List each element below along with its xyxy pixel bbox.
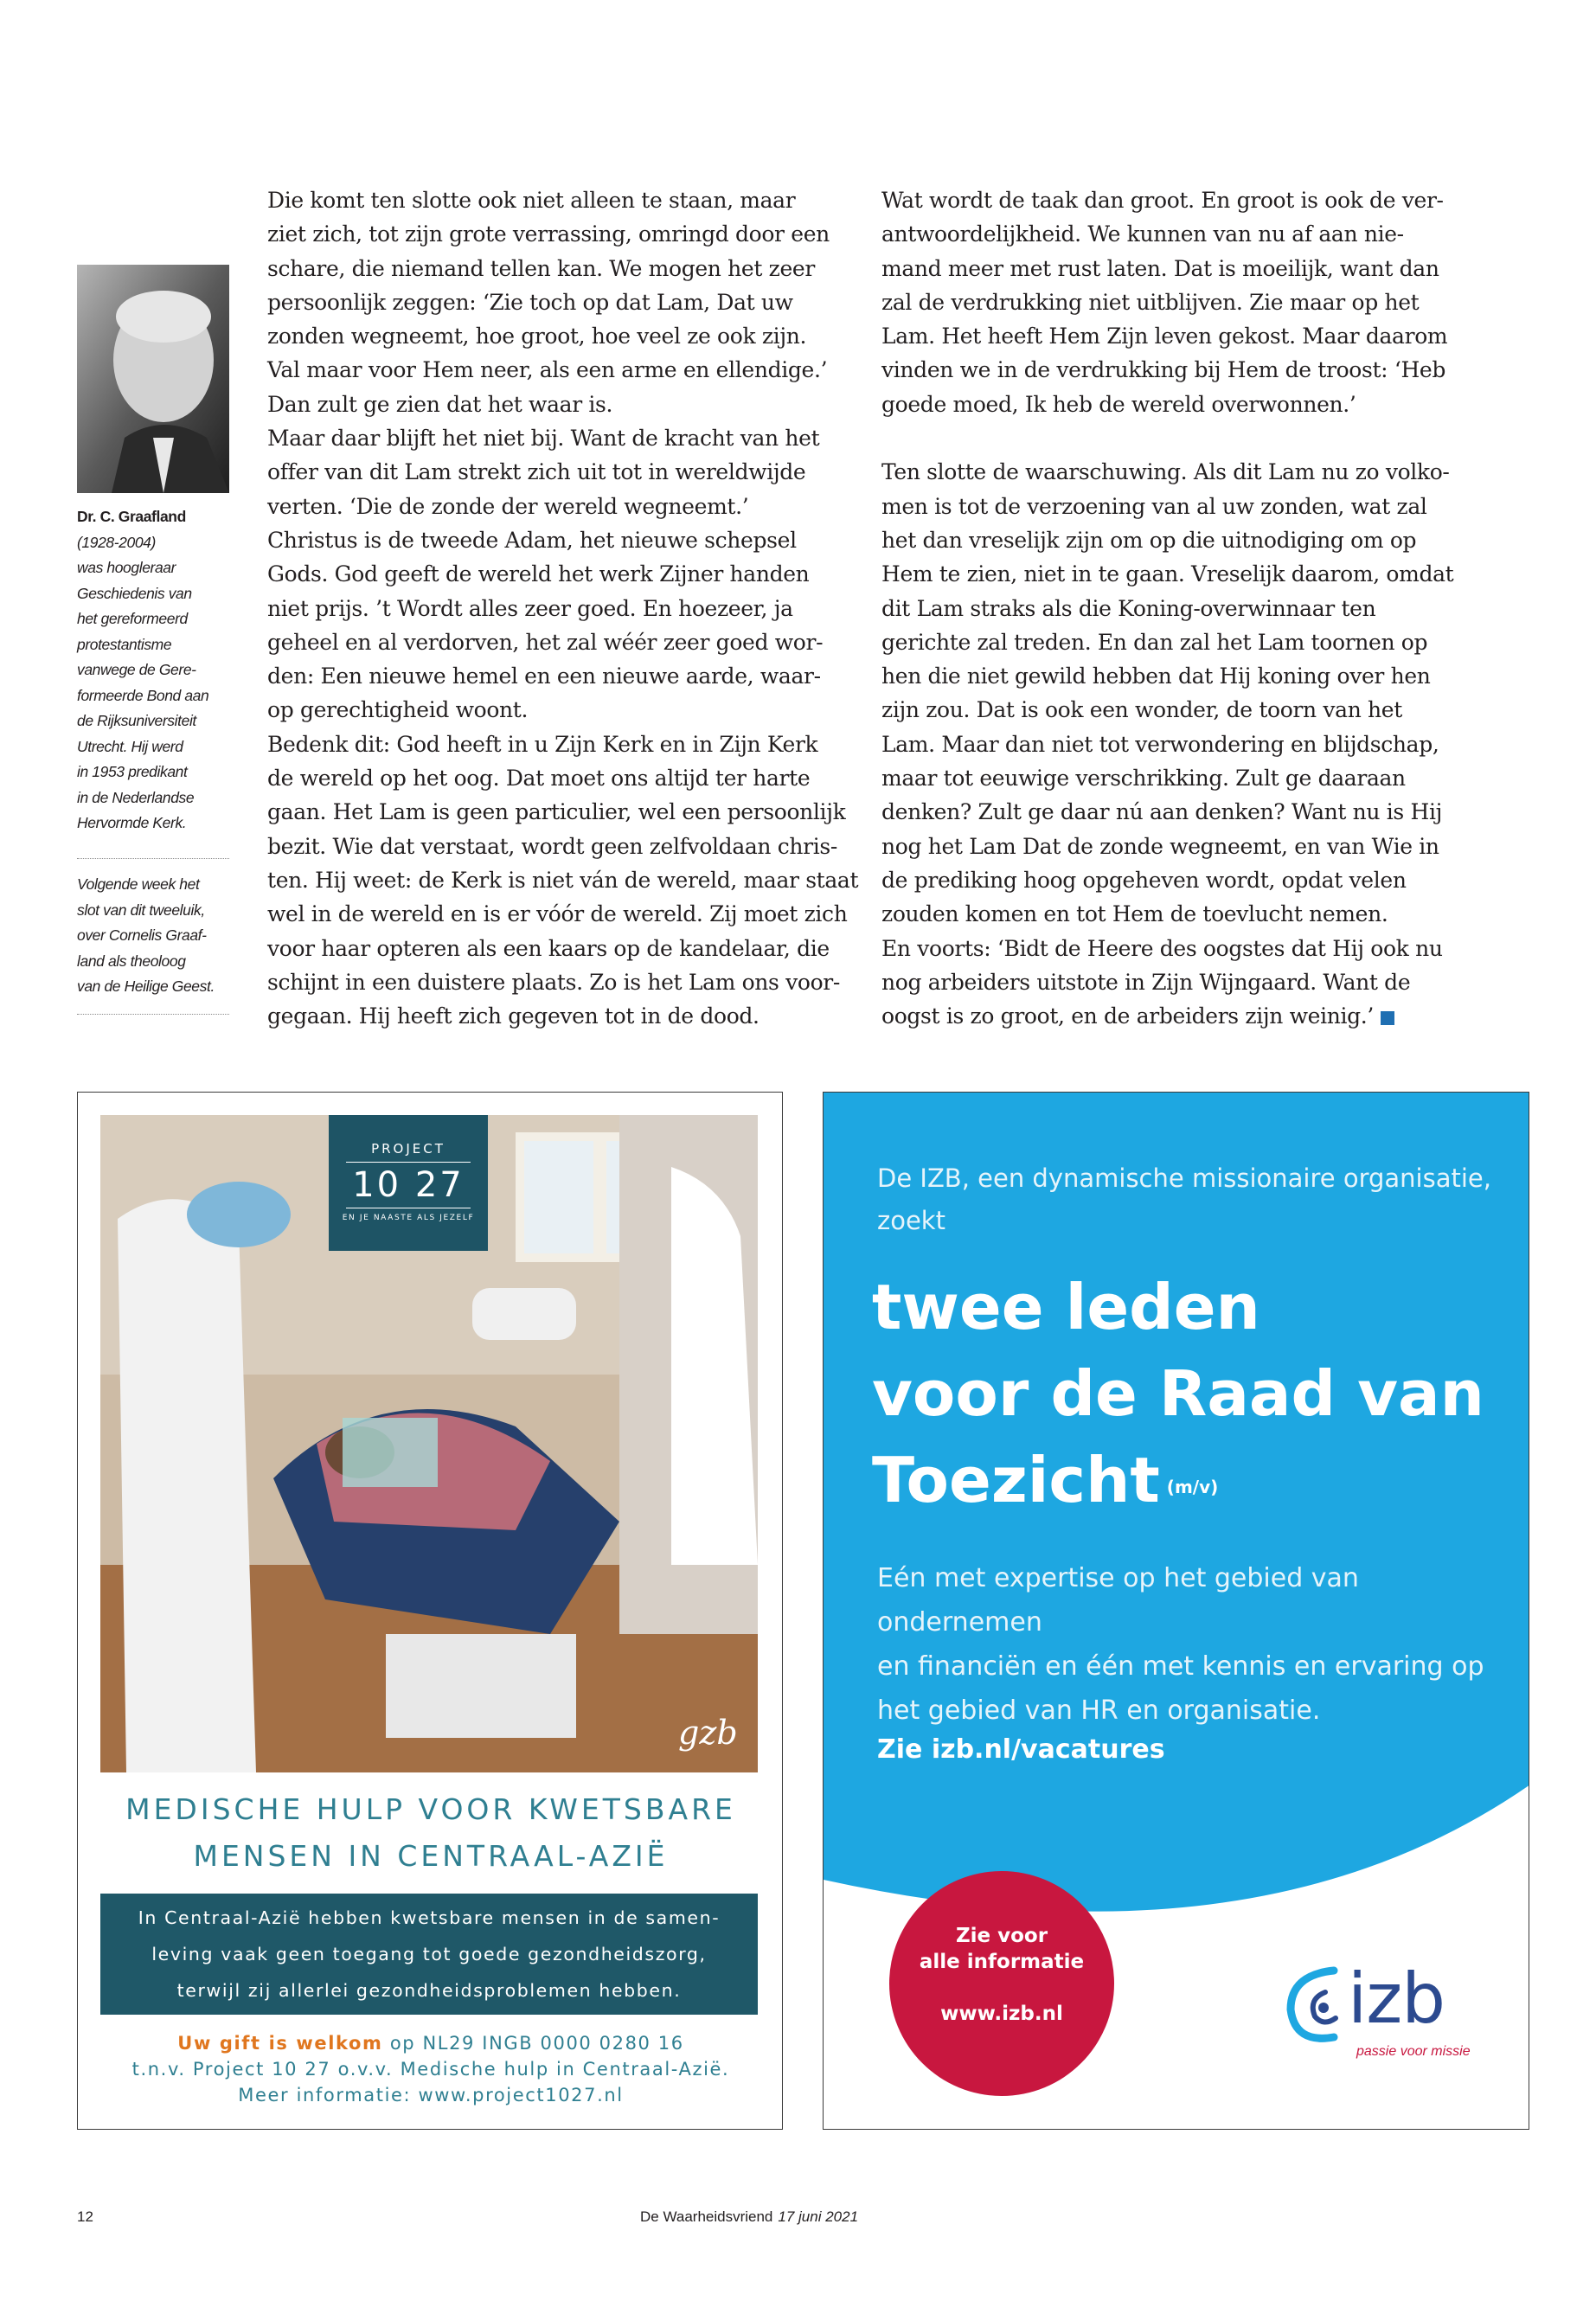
article-line: Wat wordt de taak dan groot. En groot is ook de ver- [881, 188, 1444, 213]
article-line: den: Een nieuwe hemel en een nieuwe aarde, waar- [267, 663, 821, 689]
caption-line: Utrecht. Hij werd [77, 737, 183, 755]
caption-line: was hoogleraar [77, 559, 176, 576]
author-caption [77, 504, 229, 836]
article-line: bezit. Wie dat verstaat, wordt geen zelfvoldaan chris- [267, 833, 838, 859]
article-line: Maar daar blijft het niet bij. Want de kracht van het [267, 426, 820, 452]
article-line: de wereld op het oog. Dat moet ons altijd ter harte [267, 766, 811, 792]
article-line: Bedenk dit: God heeft in u Zijn Kerk en in Zijn Kerk [267, 731, 818, 757]
project-label: PROJECT [371, 1141, 445, 1157]
article-line: ziet zich, tot zijn grote verrassing, omringd door een [267, 221, 830, 247]
note-line: slot van dit tweeluik, [77, 901, 205, 919]
article-line: de prediking hoog opgeheven wordt, opdat velen [881, 867, 1407, 893]
ad-headline-line: MEDISCHE HULP VOOR KWETSBARE [125, 1792, 736, 1826]
caption-line: vanwege de Gere- [77, 661, 196, 678]
headline-line: twee leden [872, 1271, 1260, 1343]
article-line: Ten slotte de waarschuwing. Als dit Lam nu zo volko- [881, 459, 1450, 485]
article-line: zijn zou. Dat is ook een wonder, de toorn van het [881, 697, 1402, 723]
info-circle[interactable] [889, 1871, 1114, 2096]
publication-date: 17 juni 2021 [778, 2208, 859, 2225]
desc-line: en financiën en één met kennis en ervaring op [877, 1651, 1484, 1682]
article-column-1 [267, 183, 859, 1033]
desc-line: Eén met expertise op het gebied van ondernemen [877, 1563, 1359, 1638]
circle-line: alle informatie [919, 1951, 1085, 1973]
divider [77, 858, 229, 859]
article-line: voor haar opteren als een kaars op de kandelaar, die [267, 935, 830, 961]
article-line: Lam. Maar dan niet tot verwondering en blijdschap, [881, 731, 1439, 757]
intro-line: De IZB, een dynamische missionaire organisatie, [877, 1163, 1491, 1193]
izb-swirl-icon [1273, 1958, 1351, 2053]
vacancy-link[interactable]: Zie izb.nl/vacatures [877, 1734, 1165, 1765]
izb-headline [872, 1264, 1512, 1523]
circle-line: Zie voor [955, 1925, 1048, 1947]
desc-line: het gebied van HR en organisatie. [877, 1695, 1321, 1726]
izb-vacancy-advertisement [823, 1092, 1529, 2130]
caption-line: Hervormde Kerk. [77, 814, 187, 831]
article-line: verten. ‘Die de zonde der wereld wegneemt.’ [267, 493, 749, 519]
article-line: En voorts: ‘Bidt de Heere des oogstes dat Hij ook nu [881, 935, 1443, 961]
caption-line: de Rijksuniversiteit [77, 712, 196, 729]
article-line: schare, die niemand tellen kan. We mogen het zeer [267, 255, 815, 281]
article-line: zal de verdrukking niet uitblijven. Zie maar op het [881, 289, 1420, 315]
caption-line: Geschiedenis van [77, 584, 192, 602]
project-number: 10 27 [346, 1162, 471, 1208]
article-line: men is tot de verzoening van al uw zonden, wat zal [881, 493, 1427, 519]
author-portrait [77, 265, 229, 493]
article-line: gaan. Het Lam is geen particulier, wel een persoonlijk [267, 799, 846, 825]
article-line: wel in de wereld en is er vóór de wereld. Zij moet zich [267, 901, 848, 927]
headline-line: voor de Raad van [872, 1357, 1484, 1430]
band-line: leving vaak geen toegang tot goede gezondheidszorg, [151, 1944, 707, 1965]
publication-name: De Waarheidsvriend [640, 2208, 773, 2225]
article-line: schijnt in een duistere plaats. Zo is het Lam ons voor- [267, 969, 840, 995]
article-column-2 [881, 183, 1487, 1033]
project-1027-logo-box [329, 1115, 488, 1251]
article-line [881, 421, 1487, 455]
article-end-mark [1381, 1011, 1394, 1025]
donation-website[interactable]: Meer informatie: www.project1027.nl [238, 2085, 624, 2106]
article-line: vinden we in de verdrukking bij Hem de troost: ‘Heb [881, 357, 1445, 383]
caption-line: in de Nederlandse [77, 788, 195, 806]
caption-line: protestantisme [77, 635, 172, 653]
headline-line: Toezicht [872, 1444, 1160, 1516]
publication-footer [640, 2208, 858, 2226]
article-line: geheel en al verdorven, het zal wéér zeer goed wor- [267, 629, 824, 655]
article-line: antwoordelijkheid. We kunnen van nu af aan nie- [881, 221, 1404, 247]
article-line: Hem te zien, niet in te gaan. Vreselijk daarom, omdat [881, 561, 1454, 587]
article-line: Val maar voor Hem neer, als een arme en ellendige.’ [267, 357, 828, 383]
caption-name: Dr. C. Graafland [77, 508, 186, 525]
article-line: offer van dit Lam strekt zich uit tot in wereldwijde [267, 459, 806, 485]
donation-line: t.n.v. Project 10 27 o.v.v. Medische hulp in Centraal-Azië. [131, 2059, 730, 2080]
circle-url[interactable]: www.izb.nl [940, 2003, 1063, 2025]
article-line: persoonlijk zeggen: ‘Zie toch op dat Lam, Dat uw [267, 289, 793, 315]
divider [77, 1014, 229, 1015]
caption-line: het gereformeerd [77, 610, 188, 627]
article-line: Die komt ten slotte ook niet alleen te staan, maar [267, 188, 796, 213]
headline-suffix: (m/v) [1166, 1477, 1219, 1497]
gift-account: op NL29 INGB 0000 0280 16 [382, 2033, 684, 2054]
izb-logo: izb [1348, 1958, 1445, 2039]
project-1027-advertisement [77, 1092, 783, 2130]
article-line: hen die niet gewild hebben dat Hij koning over hen [881, 663, 1431, 689]
article-line: zonden wegneemt, hoe groot, hoe veel ze ook zijn. [267, 324, 807, 349]
caption-line: formeerde Bond aan [77, 686, 209, 704]
ad-headline [78, 1786, 784, 1880]
article-line: ten. Hij weet: de Kerk is niet ván de wereld, maar staat [267, 867, 859, 893]
note-line: over Cornelis Graaf- [77, 926, 207, 944]
article-line: goede moed, Ik heb de wereld overwonnen.’ [881, 391, 1356, 417]
note-line: van de Heilige Geest. [77, 977, 215, 995]
ad-description-band [100, 1894, 758, 2015]
page-number: 12 [77, 2208, 93, 2225]
donation-info [78, 2030, 784, 2108]
article-line: het dan vreselijk zijn om op die uitnodiging om op [881, 527, 1417, 553]
article-line: Dan zult ge zien dat het waar is. [267, 391, 613, 417]
intro-line: zoekt [877, 1206, 945, 1235]
note-line: land als theoloog [77, 952, 186, 970]
gift-highlight: Uw gift is welkom [177, 2033, 383, 2054]
article-line: oogst is zo groot, en de arbeiders zijn weinig.’ [881, 999, 1487, 1033]
article-line: maar tot eeuwige verschrikking. Zult ge daaraan [881, 766, 1406, 792]
caption-line: (1928-2004) [77, 533, 156, 551]
article-line: Christus is de tweede Adam, het nieuwe schepsel [267, 527, 797, 553]
article-line: dit Lam straks als die Koning-overwinnaar ten [881, 595, 1376, 621]
article-line: gerichte zal treden. En dan zal het Lam toornen op [881, 629, 1428, 655]
article-line: mand meer met rust laten. Dat is moeilijk, want dan [881, 255, 1439, 281]
izb-tagline: passie voor missie [1356, 2044, 1471, 2059]
izb-intro [877, 1157, 1500, 1242]
ad-headline-line: MENSEN IN CENTRAAL-AZIË [193, 1839, 669, 1873]
izb-description [877, 1556, 1500, 1733]
band-line: terwijl zij allerlei gezondheidsproblemen hebben. [176, 1980, 682, 2001]
note-line: Volgende week het [77, 875, 200, 893]
article-line: niet prijs. ’t Wordt alles zeer goed. En hoezeer, ja [267, 595, 793, 621]
band-line: In Centraal-Azië hebben kwetsbare mensen in de samen- [138, 1907, 721, 1928]
article-line: nog het Lam Dat de zonde wegneemt, en van Wie in [881, 833, 1439, 859]
caption-line: in 1953 predikant [77, 763, 188, 780]
article-line: Lam. Het heeft Hem Zijn leven gekost. Maar daarom [881, 324, 1448, 349]
article-line: zouden komen en tot Hem de toevlucht nemen. [881, 901, 1388, 927]
article-line: gegaan. Hij heeft zich gegeven tot in de dood. [267, 1003, 760, 1029]
article-line: denken? Zult ge daar nú aan denken? Want nu is Hij [881, 799, 1443, 825]
next-week-note [77, 872, 229, 1000]
project-slogan: EN JE NAASTE ALS JEZELF [342, 1214, 475, 1222]
article-line: nog arbeiders uitstote in Zijn Wijngaard. Want de [881, 969, 1411, 995]
article-line: op gerechtigheid woont. [267, 697, 529, 723]
gzb-logo: gzb [678, 1714, 738, 1752]
article-line: Gods. God geeft de wereld het werk Zijner handen [267, 561, 810, 587]
